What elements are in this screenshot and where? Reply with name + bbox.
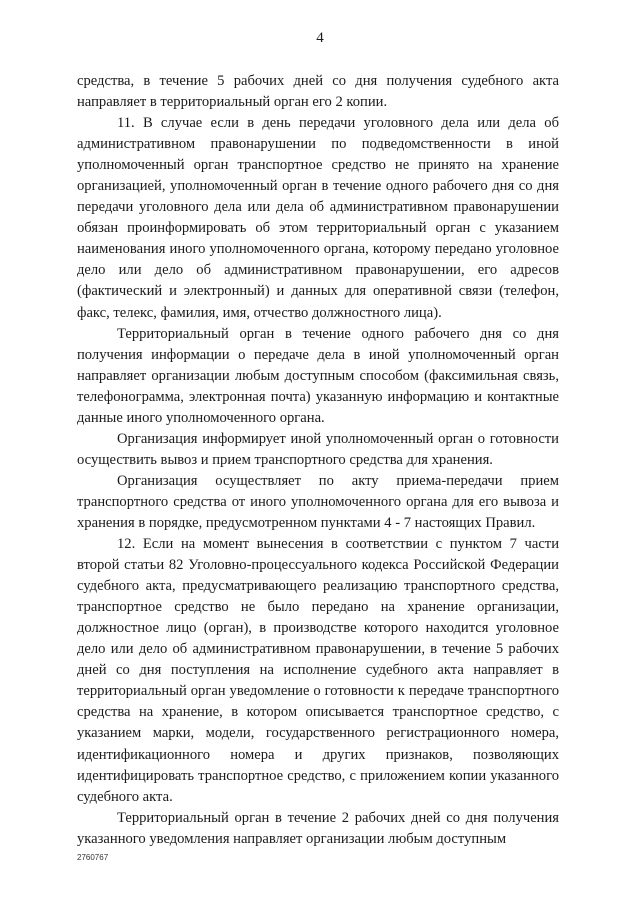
paragraph-organization-accepts: Организация осуществляет по акту приема-передачи прием транспортного средства от иного уполномоченного органа для его вывоза и хранения в порядке, предусмотренном пунктами 4 - 7 настоящих Правил.: [77, 472, 559, 531]
paragraph-continuation: средства, в течение 5 рабочих дней со дня получения судебного акта направляет в территориальный орган его 2 копии.: [77, 73, 559, 111]
paragraph-organization-informs: Организация информирует иной уполномоченный орган о готовности осуществить вывоз и прием транспортного средства для хранения.: [77, 430, 559, 468]
paragraph-territorial-organ-notice: Территориальный орган в течение 2 рабочих дней со дня получения указанного уведомления направляет организации любым доступным: [77, 809, 559, 847]
page-number: 4: [316, 30, 324, 46]
document-code: 2760767: [77, 853, 109, 862]
paragraph-territorial-organ-info: Территориальный орган в течение одного рабочего дня со дня получения информации о передаче дела в иной уполномоченный орган направляет организации любым доступным способом (факсимильная связь, телефонограмма, электронная почта) указанную информацию и контактные данные иного уполномоченного органа.: [77, 325, 559, 426]
paragraph-item-12: 12. Если на момент вынесения в соответствии с пунктом 7 части второй статьи 82 Уголовно-процессуального кодекса Российской Федерации судебного акта, предусматривающего реализацию транспортного средства, транспортное средство не было передано на хранение организации, должностное лицо (орган), в производстве которого находится уголовное дело или дело об административном правонарушении, в течение 5 рабочих дней со дня поступления на исполнение судебного акта направляет в территориальный орган уведомление о готовности к передаче транспортного средства на хранение, в котором описывается транспортное средство, с указанием марки, модели, государственного регистрационного номера, идентификационного номера и других признаков, позволяющих идентифицировать транспортное средство, с приложением копии указанного судебного акта.: [77, 536, 559, 805]
paragraph-item-11: 11. В случае если в день передачи уголовного дела или дела об административном правонарушении по подведомственности в иной уполномоченный орган транспортное средство не принято на хранение организацией, уполномоченный орган в течение одного рабочего дня со дня передачи уголовного дела или дела об административном правонарушении обязан проинформировать об этом территориальный орган с указанием наименования иного уполномоченного органа, которому передано уголовное дело или дело об административном правонарушении, его адресов (фактический и электронный) и данных для оперативной связи (телефон, факс, телекс, фамилия, имя, отчество должностного лица).: [77, 115, 559, 321]
document-body: [77, 71, 559, 850]
